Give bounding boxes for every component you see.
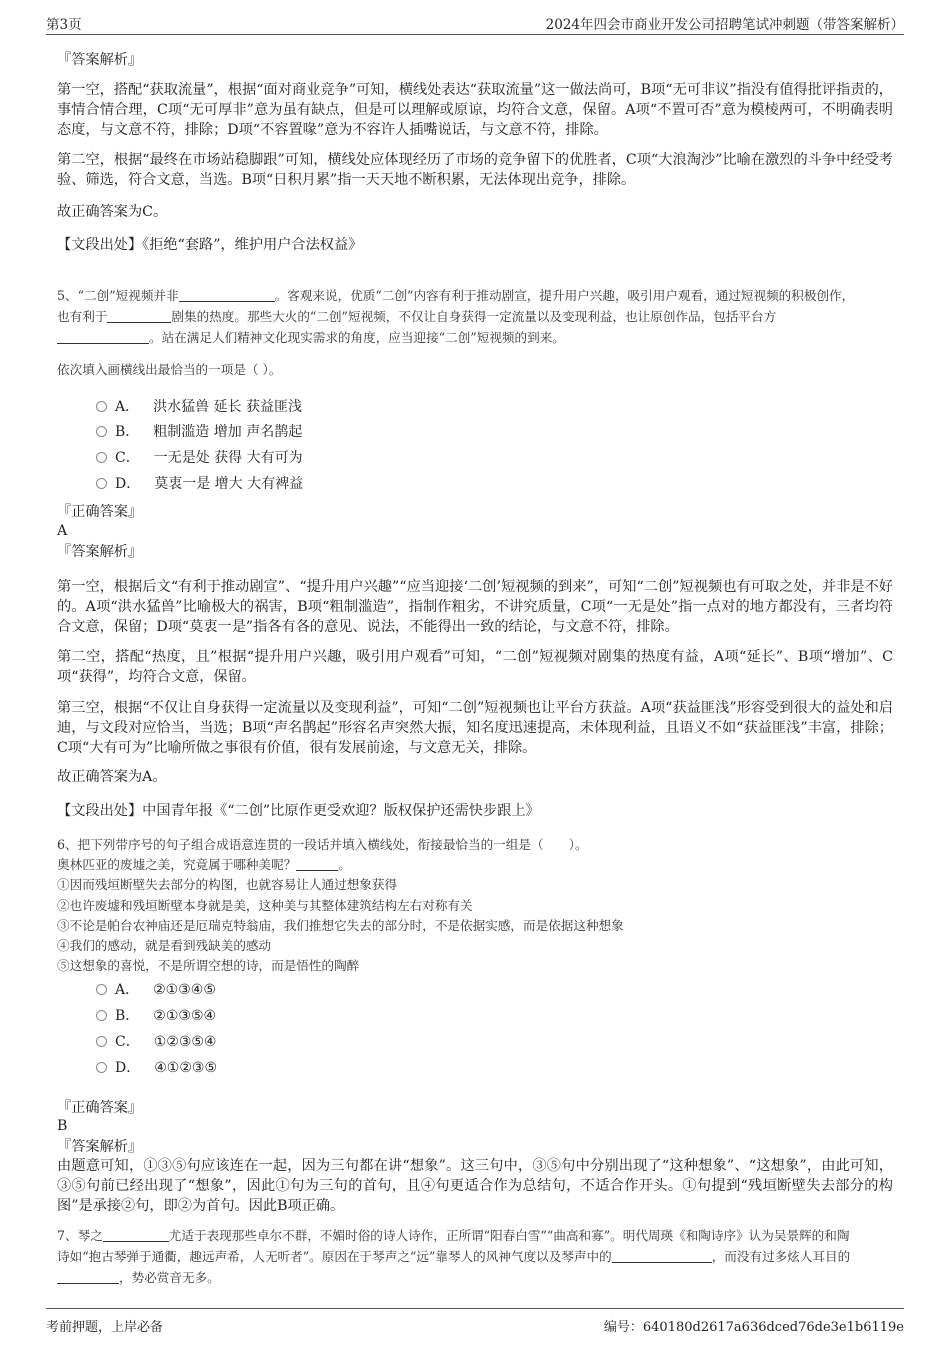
q6-answer: B [57, 1118, 68, 1134]
page-header [46, 0, 904, 35]
radio-icon[interactable] [96, 1036, 107, 1047]
correct-label: 『正确答案』 [57, 504, 143, 520]
analysis-label: 『答案解析』 [57, 52, 143, 68]
document-title: 2024年四会市商业开发公司招聘笔试冲刺题（带答案解析） [545, 17, 904, 33]
q6-stem: 6、把下列带序号的句子组合成语意连贯的一段话并填入横线处，衔接最恰当的一组是（ ）。 奥林匹亚的废墟之美，究竟属于哪种美呢？ 。 ①因而残垣断壁失去部分的构图，也就容易让人通过想象获得 ②也许废墟和残垣断壁本身就是美，这种美与其整体建筑结构左右对称有关 ③不论是帕台农神庙还是厄瑞克特翁庙，我们推想它失去的部分时，不是依据实感，而是依据这种想象 ④我们的感动，就是看到残缺美的感动 ⑤这想象的喜悦，不是所谓空想的诗，而是悟性的陶醉 [57, 837, 624, 974]
q5-analysis-2: 第二空，搭配“热度，且”根据“提升用户兴趣，吸引用户观看”可知，“二创”短视频对剧集的热度有益，A项“延长”、B项“增加”、C项“获得”，均符合文意，保留。 [57, 649, 893, 685]
blank-2 [107, 309, 171, 323]
blank-3 [57, 1270, 119, 1284]
q5-option-c[interactable]: C． 一无是处 获得 大有可为 [96, 448, 303, 468]
analysis-label: 『答案解析』 [57, 1139, 143, 1155]
select-prompt: 依次填入画横线出最恰当的一项是（ ）。 [57, 362, 282, 377]
footer-slogan: 考前押题，上岸必备 [46, 1320, 164, 1335]
blank-1 [296, 857, 338, 871]
q5-analysis-3: 第三空，根据“不仅让自身获得一定流量以及变现利益”，可知“二创”短视频也让平台方获益。A项“获益匪浅”形容受到很大的益处和启迪，与文段对应恰当，当选；B项“声名鹊起”形容名声突然大振，知名度迅速提高，未体现利益，且语义不如“获益匪浅”丰富，排除；C项“大有可为”比喻所做之事很有价值，很有发展前途，与文意无关，排除。 [57, 700, 893, 756]
blank-1 [179, 288, 275, 302]
radio-icon[interactable] [96, 1062, 107, 1073]
analysis-label: 『答案解析』 [57, 544, 143, 560]
q5-option-d[interactable]: D． 莫衷一是 增大 大有裨益 [96, 474, 303, 494]
radio-icon[interactable] [96, 478, 107, 489]
q5-analysis-1: 第一空，根据后文“有利于推动剧宣”、“提升用户兴趣”“应当迎接‘二创’短视频的到来”，可知“二创”短视频也有可取之处，并非是不好的。A项“洪水猛兽”比喻极大的祸害，B项“粗制滥造”，指制作粗劣，不讲究质量，C项“一无是处”指一点对的地方都没有，三者均符合文意，保留；D项“莫衷一是”指各有各的意见、说法，不能得出一致的结论，与文意不符，排除。 [57, 579, 893, 635]
q7-stem: 7、琴之 尤适于表现那些卓尔不群，不媚时俗的诗人诗作，正所谓“阳春白雪”“曲高和寡”。明代周瑛《和陶诗序》认为吴景辉的和陶 诗如“抱古琴弹于通衢，趣远声希，人无听者”。原因在于琴声之“远”靠琴人的风神气度以及琴声中的 ，而没有过多炫人耳目的 ，势必赏音无多。 [57, 1228, 851, 1285]
radio-icon[interactable] [96, 401, 107, 412]
page-footer [46, 1308, 904, 1337]
q4-analysis-conclusion: 故正确答案为C。 [57, 204, 168, 220]
q6-analysis: 由题意可知，①③⑤句应该连在一起，因为三句都在讲“想象”。这三句中，③⑤句中分别出现了“这种想象”、“这想象”，由此可知，③⑤句前已经出现了“想象”，因此①句为三句的首句，且④句更适合作为总结句，不适合作开头。①句提到“残垣断壁失去部分的构图”是承接②句，即②为首句。因此B项正确。 [57, 1158, 893, 1214]
q6-option-c[interactable]: C． ①②③⑤④ [96, 1032, 216, 1052]
q6-option-d[interactable]: D． ④①②③⑤ [96, 1058, 217, 1078]
page-number: 第3页 [46, 17, 82, 33]
radio-icon[interactable] [96, 1010, 107, 1021]
q4-analysis-1: 第一空，搭配“获取流量”，根据“面对商业竞争”可知，横线处表达“获取流量”这一做法尚可，B项“无可非议”指没有值得批评指责的，事情合情合理，C项“无可厚非”意为虽有缺点，但是可以理解或原谅，均符合文意，保留。A项“不置可否”意为模棱两可，不明确表明态度，与文意不符，排除；D项“不容置喙”意为不容许人插嘴说话，与文意不符，排除。 [57, 82, 893, 138]
document-id: 编号：640180d2617a636dced76de3e1b6119e [603, 1320, 904, 1335]
q5-stem: 5、“二创”短视频并非 。客观来说，优质“二创”内容有利于推动剧宣，提升用户兴趣，吸引用户观看，通过短视频的积极创作， 也有利于 剧集的热度。那些大火的“二创”短视频，不仅让自身获得一定流量以及变现利益，也让原创作品，包括平台方 。站在满足人们精神文化现实需求的角度，应当迎接“二创”短视频的到来。 [57, 288, 855, 345]
q6-option-b[interactable]: B． ②①③⑤④ [96, 1006, 216, 1026]
radio-icon[interactable] [96, 984, 107, 995]
q5-source: 【文段出处】中国青年报《“二创”比原作更受欢迎？版权保护还需快步跟上》 [57, 803, 540, 819]
blank-3 [57, 330, 149, 344]
q5-option-a[interactable]: A． 洪水猛兽 延长 获益匪浅 [96, 397, 302, 417]
radio-icon[interactable] [96, 452, 107, 463]
q5-answer: A [57, 523, 68, 539]
q4-source: 【文段出处】《拒绝“套路”，维护用户合法权益》 [57, 237, 363, 253]
q6-option-a[interactable]: A． ②①③④⑤ [96, 980, 216, 1000]
blank-1 [103, 1228, 169, 1242]
q4-analysis-2: 第二空，根据“最终在市场站稳脚跟”可知，横线处应体现经历了市场的竞争留下的优胜者，C项“大浪淘沙”比喻在激烈的斗争中经受考验、筛选，符合文意，当选。B项“日积月累”指一天天地不断积累，无法体现出竞争，排除。 [57, 152, 893, 188]
correct-label: 『正确答案』 [57, 1100, 143, 1116]
radio-icon[interactable] [96, 426, 107, 437]
blank-2 [612, 1249, 712, 1263]
q5-analysis-conclusion: 故正确答案为A。 [57, 769, 167, 785]
q5-option-b[interactable]: B． 粗制滥造 增加 声名鹊起 [96, 422, 302, 442]
